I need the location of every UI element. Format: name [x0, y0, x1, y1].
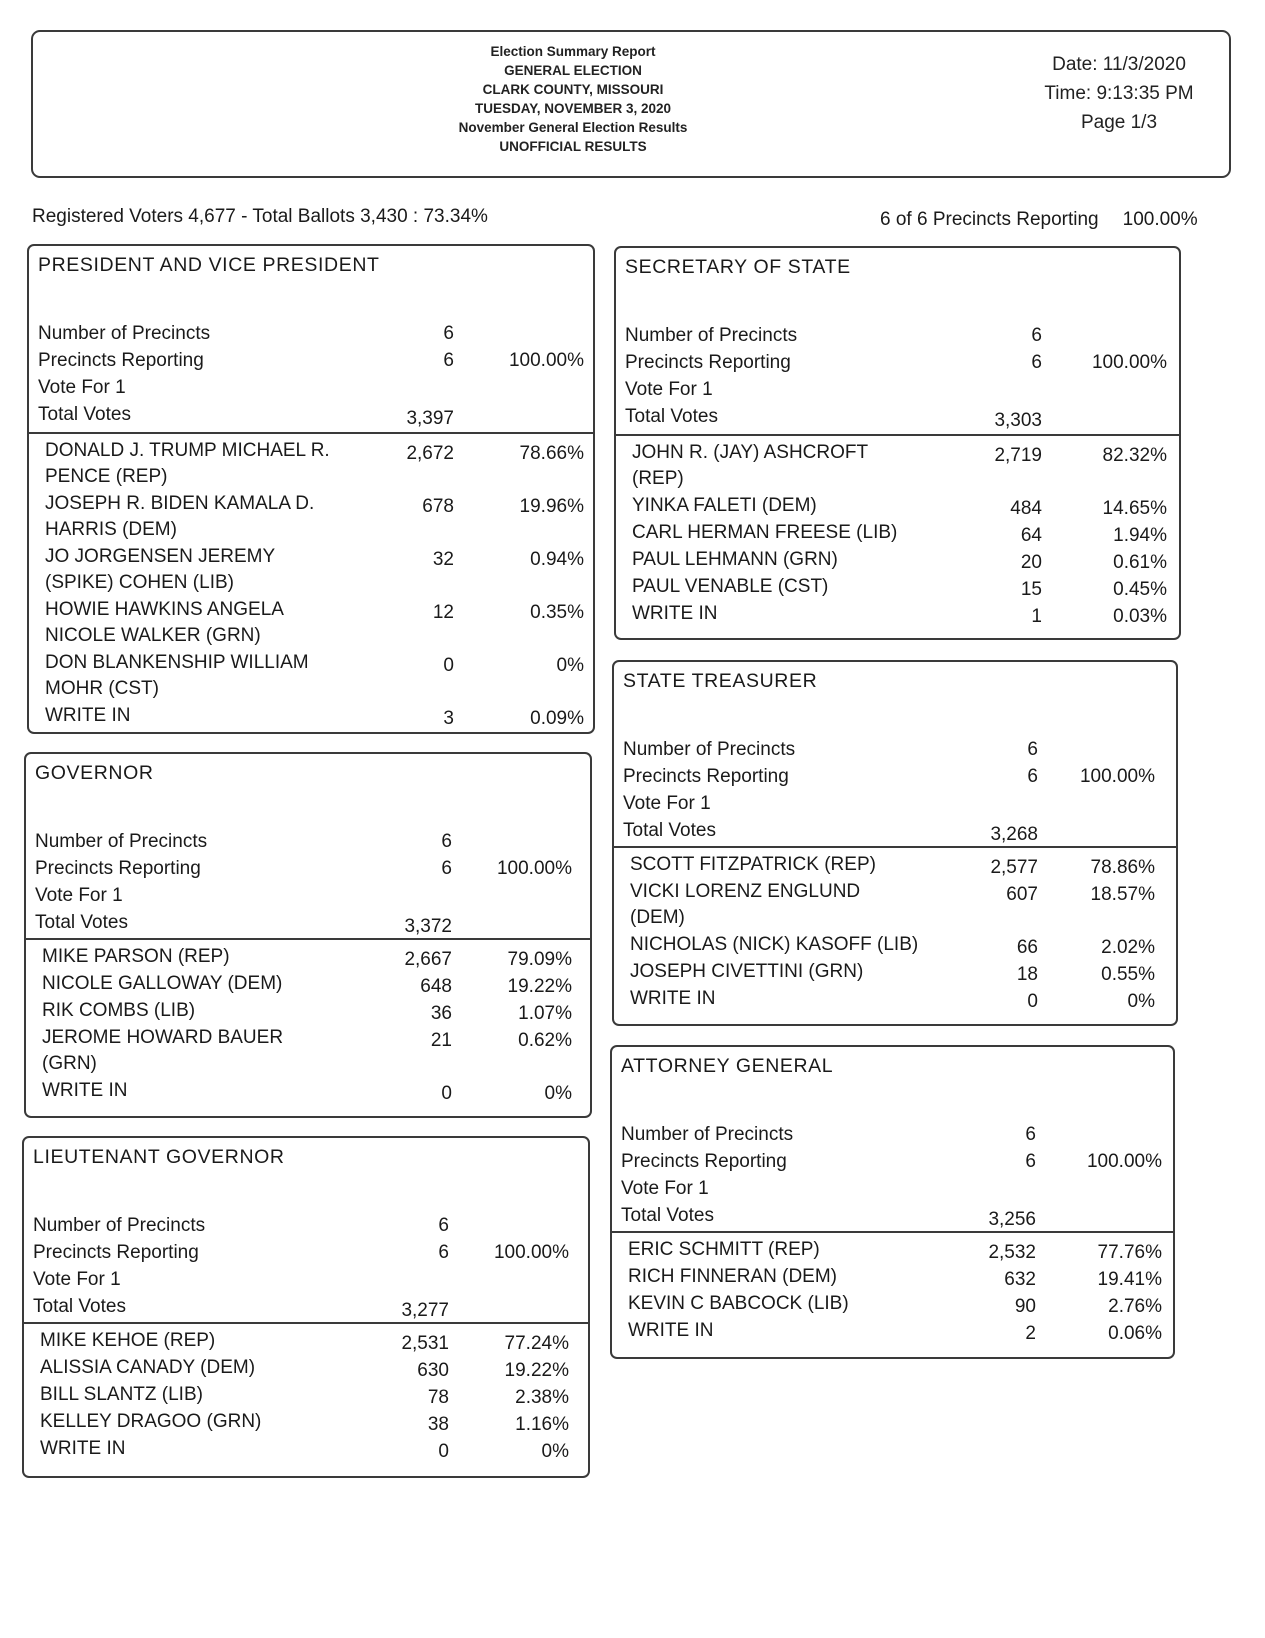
- number-of-precincts-value: 6: [443, 323, 454, 344]
- number-of-precincts-value: 6: [438, 1215, 449, 1236]
- candidate-pct: 19.22%: [507, 976, 572, 997]
- candidate-row: [612, 1318, 1173, 1345]
- candidate-row: [29, 650, 593, 703]
- total-votes-label: Total Votes: [623, 820, 716, 841]
- candidate-name-cont: NICOLE WALKER (GRN): [45, 625, 261, 646]
- candidate-votes: 484: [1010, 498, 1042, 519]
- candidate-name: WRITE IN: [40, 1438, 126, 1459]
- candidate-pct: 0.09%: [530, 708, 584, 729]
- precincts-reporting-value: 6: [438, 1242, 449, 1263]
- candidate-votes: 607: [1006, 884, 1038, 905]
- candidate-row: [614, 879, 1176, 932]
- candidate-name: KELLEY DRAGOO (GRN): [40, 1411, 262, 1432]
- total-votes-value: 3,397: [406, 408, 454, 429]
- candidate-row: [616, 601, 1179, 628]
- candidate-votes: 0: [1027, 991, 1038, 1012]
- candidate-name: VICKI LORENZ ENGLUND: [630, 881, 861, 902]
- candidate-votes: 32: [432, 549, 454, 570]
- vote-for-row: [26, 882, 590, 909]
- candidate-name: WRITE IN: [45, 705, 131, 726]
- candidate-votes: 36: [430, 1003, 452, 1024]
- candidate-votes: 64: [1020, 525, 1042, 546]
- candidate-pct: 79.09%: [507, 949, 572, 970]
- candidate-row: [29, 544, 593, 597]
- race-divider: [612, 1231, 1173, 1233]
- race-stats: [614, 736, 1176, 844]
- candidate-list: [29, 438, 593, 730]
- number-of-precincts-label: Number of Precincts: [35, 831, 208, 852]
- candidate-pct: 19.96%: [519, 496, 584, 517]
- candidate-votes: 648: [420, 976, 452, 997]
- candidate-name: KEVIN C BABCOCK (LIB): [628, 1293, 849, 1314]
- candidate-row: [616, 440, 1179, 493]
- candidate-row: [614, 959, 1176, 986]
- report-meta: [1019, 50, 1219, 137]
- candidate-row: [24, 1355, 588, 1382]
- candidate-name: NICHOLAS (NICK) KASOFF (LIB): [630, 934, 919, 955]
- candidate-name: CARL HERMAN FREESE (LIB): [632, 522, 898, 543]
- vote-for-row: [612, 1175, 1173, 1202]
- candidate-row: [612, 1291, 1173, 1318]
- candidate-pct: 0%: [1127, 991, 1155, 1012]
- candidate-row: [616, 574, 1179, 601]
- total-votes-row: [29, 401, 593, 428]
- candidate-pct: 0%: [544, 1083, 572, 1104]
- results-name: November General Election Results: [458, 120, 688, 135]
- candidate-votes: 3: [443, 708, 454, 729]
- precincts-reporting-value: 6: [443, 350, 454, 371]
- candidate-votes: 2,672: [406, 443, 454, 464]
- precincts-reporting-label: Precincts Reporting: [35, 858, 201, 879]
- race-state-treasurer: [612, 660, 1178, 1026]
- candidate-pct: 19.41%: [1097, 1269, 1162, 1290]
- race-title: GOVERNOR: [35, 762, 154, 784]
- candidate-row: [616, 520, 1179, 547]
- total-votes-label: Total Votes: [33, 1296, 126, 1317]
- candidate-pct: 0.61%: [1113, 552, 1167, 573]
- precincts-reporting-pct: 100.00%: [1091, 352, 1167, 373]
- candidate-votes: 2,667: [404, 949, 452, 970]
- total-votes-value: 3,303: [994, 410, 1042, 431]
- report-time: Time: 9:13:35 PM: [1044, 83, 1194, 104]
- vote-for-label: Vote For 1: [623, 793, 711, 814]
- number-of-precincts-row: [616, 322, 1179, 349]
- number-of-precincts-row: [614, 736, 1176, 763]
- total-votes-row: [24, 1293, 588, 1320]
- race-stats: [26, 828, 590, 936]
- candidate-name: JOSEPH R. BIDEN KAMALA D.: [45, 493, 315, 514]
- candidate-list: [612, 1237, 1173, 1345]
- vote-for-label: Vote For 1: [33, 1269, 121, 1290]
- vote-for-label: Vote For 1: [35, 885, 123, 906]
- precincts-reporting-row: [612, 1148, 1173, 1175]
- precincts-reporting-label: Precincts Reporting: [38, 350, 204, 371]
- precincts-reporting-row: [614, 763, 1176, 790]
- registered-voters-summary: Registered Voters 4,677 - Total Ballots 3,430 : 73.34%: [32, 206, 488, 227]
- candidate-pct: 77.76%: [1097, 1242, 1162, 1263]
- candidate-name: JEROME HOWARD BAUER: [42, 1027, 284, 1048]
- precincts-reporting-row: [26, 855, 590, 882]
- precincts-reporting-pct: 100.00%: [508, 350, 584, 371]
- precincts-reporting-pct: 100.00%: [496, 858, 572, 879]
- candidate-pct: 0.45%: [1113, 579, 1167, 600]
- election-date: TUESDAY, NOVEMBER 3, 2020: [474, 101, 672, 116]
- precincts-reporting-pct: 100.00%: [1086, 1151, 1162, 1172]
- candidate-pct: 18.57%: [1090, 884, 1155, 905]
- candidate-list: [614, 852, 1176, 1013]
- vote-for-row: [24, 1266, 588, 1293]
- page-number: Page 1/3: [1080, 112, 1158, 133]
- race-title: SECRETARY OF STATE: [625, 256, 851, 278]
- candidate-name-cont: (DEM): [630, 907, 685, 928]
- precincts-reporting-value: 6: [1025, 1151, 1036, 1172]
- candidate-row: [29, 491, 593, 544]
- candidate-name: PAUL VENABLE (CST): [632, 576, 829, 597]
- candidate-name-cont: (SPIKE) COHEN (LIB): [45, 572, 234, 593]
- candidate-name-cont: HARRIS (DEM): [45, 519, 177, 540]
- race-title: PRESIDENT AND VICE PRESIDENT: [38, 254, 380, 276]
- race-divider: [614, 846, 1176, 848]
- precincts-reporting-row: [616, 349, 1179, 376]
- precincts-reporting-value: 6: [1027, 766, 1038, 787]
- candidate-pct: 0.35%: [530, 602, 584, 623]
- candidate-name: YINKA FALETI (DEM): [632, 495, 817, 516]
- number-of-precincts-row: [24, 1212, 588, 1239]
- candidate-name: MIKE PARSON (REP): [42, 946, 230, 967]
- precincts-reporting-label: Precincts Reporting: [33, 1242, 199, 1263]
- number-of-precincts-label: Number of Precincts: [38, 323, 211, 344]
- precincts-reporting-row: [24, 1239, 588, 1266]
- number-of-precincts-label: Number of Precincts: [33, 1215, 206, 1236]
- candidate-pct: 14.65%: [1102, 498, 1167, 519]
- candidate-pct: 19.22%: [504, 1360, 569, 1381]
- candidate-row: [616, 547, 1179, 574]
- total-votes-value: 3,372: [404, 916, 452, 937]
- candidate-votes: 2,719: [994, 445, 1042, 466]
- candidate-name-cont: (REP): [632, 468, 684, 489]
- candidate-name: MIKE KEHOE (REP): [40, 1330, 216, 1351]
- race-president: [27, 244, 595, 734]
- race-stats: [616, 322, 1179, 430]
- candidate-name: BILL SLANTZ (LIB): [40, 1384, 203, 1405]
- precincts-reporting-pct: 100.00%: [493, 1242, 569, 1263]
- candidate-row: [614, 852, 1176, 879]
- candidate-row: [24, 1436, 588, 1463]
- precincts-reporting-text: 6 of 6 Precincts Reporting: [880, 209, 1099, 230]
- candidate-row: [24, 1409, 588, 1436]
- candidate-row: [26, 1025, 590, 1078]
- report-title: Election Summary Report: [490, 44, 656, 59]
- candidate-votes: 0: [443, 655, 454, 676]
- candidate-votes: 2: [1025, 1323, 1036, 1344]
- total-votes-row: [614, 817, 1176, 844]
- candidate-row: [29, 597, 593, 650]
- race-secretary-of-state: [614, 246, 1181, 640]
- candidate-pct: 1.07%: [518, 1003, 572, 1024]
- vote-for-row: [614, 790, 1176, 817]
- candidate-name: RICH FINNERAN (DEM): [628, 1266, 837, 1287]
- total-votes-label: Total Votes: [38, 404, 131, 425]
- candidate-name: NICOLE GALLOWAY (DEM): [42, 973, 283, 994]
- number-of-precincts-value: 6: [1031, 325, 1042, 346]
- candidate-name: RIK COMBS (LIB): [42, 1000, 196, 1021]
- candidate-pct: 2.02%: [1101, 937, 1155, 958]
- race-divider: [26, 938, 590, 940]
- candidate-row: [26, 944, 590, 971]
- race-divider: [616, 434, 1179, 436]
- candidate-pct: 0.55%: [1101, 964, 1155, 985]
- candidate-row: [26, 1078, 590, 1105]
- candidate-list: [26, 944, 590, 1105]
- candidate-votes: 678: [422, 496, 454, 517]
- precincts-reporting-label: Precincts Reporting: [621, 1151, 787, 1172]
- candidate-pct: 1.94%: [1113, 525, 1167, 546]
- total-votes-row: [26, 909, 590, 936]
- number-of-precincts-label: Number of Precincts: [625, 325, 798, 346]
- candidate-name: HOWIE HAWKINS ANGELA: [45, 599, 284, 620]
- report-title-block: [373, 42, 773, 156]
- candidate-name: ALISSIA CANADY (DEM): [40, 1357, 256, 1378]
- number-of-precincts-label: Number of Precincts: [621, 1124, 794, 1145]
- precincts-reporting-pct: 100.00%: [1079, 766, 1155, 787]
- candidate-name: JO JORGENSEN JEREMY: [45, 546, 276, 567]
- candidate-row: [614, 932, 1176, 959]
- candidate-name: PAUL LEHMANN (GRN): [632, 549, 838, 570]
- number-of-precincts-value: 6: [441, 831, 452, 852]
- precincts-reporting-label: Precincts Reporting: [625, 352, 791, 373]
- county-name: CLARK COUNTY, MISSOURI: [482, 82, 664, 97]
- candidate-pct: 1.16%: [515, 1414, 569, 1435]
- race-lieutenant-governor: [22, 1136, 590, 1478]
- total-votes-value: 3,268: [990, 824, 1038, 845]
- vote-for-label: Vote For 1: [621, 1178, 709, 1199]
- report-header: [31, 30, 1231, 178]
- candidate-pct: 82.32%: [1102, 445, 1167, 466]
- number-of-precincts-value: 6: [1027, 739, 1038, 760]
- candidate-votes: 1: [1031, 606, 1042, 627]
- candidate-name-cont: (GRN): [42, 1053, 97, 1074]
- precincts-reporting-row: [29, 347, 593, 374]
- candidate-row: [612, 1237, 1173, 1264]
- candidate-pct: 0%: [556, 655, 584, 676]
- candidate-name: DONALD J. TRUMP MICHAEL R.: [45, 440, 330, 461]
- number-of-precincts-value: 6: [1025, 1124, 1036, 1145]
- candidate-row: [24, 1328, 588, 1355]
- candidate-votes: 12: [432, 602, 454, 623]
- candidate-name-cont: MOHR (CST): [45, 678, 159, 699]
- candidate-name: JOSEPH CIVETTINI (GRN): [630, 961, 864, 982]
- candidate-votes: 15: [1020, 579, 1042, 600]
- candidate-pct: 2.38%: [515, 1387, 569, 1408]
- candidate-pct: 0.06%: [1108, 1323, 1162, 1344]
- candidate-name: WRITE IN: [632, 603, 718, 624]
- race-title: LIEUTENANT GOVERNOR: [33, 1146, 285, 1168]
- candidate-votes: 0: [441, 1083, 452, 1104]
- candidate-pct: 0.62%: [518, 1030, 572, 1051]
- total-votes-label: Total Votes: [625, 406, 718, 427]
- candidate-votes: 2,532: [988, 1242, 1036, 1263]
- candidate-name: WRITE IN: [628, 1320, 714, 1341]
- number-of-precincts-row: [26, 828, 590, 855]
- candidate-votes: 21: [430, 1030, 452, 1051]
- candidate-votes: 90: [1014, 1296, 1036, 1317]
- candidate-votes: 630: [417, 1360, 449, 1381]
- candidate-votes: 18: [1016, 964, 1038, 985]
- candidate-name: SCOTT FITZPATRICK (REP): [630, 854, 876, 875]
- election-name: GENERAL ELECTION: [504, 63, 642, 78]
- race-stats: [612, 1121, 1173, 1229]
- total-votes-value: 3,256: [988, 1209, 1036, 1230]
- candidate-list: [616, 440, 1179, 628]
- race-stats: [29, 320, 593, 428]
- candidate-row: [24, 1382, 588, 1409]
- results-status: UNOFFICIAL RESULTS: [499, 139, 647, 154]
- candidate-pct: 2.76%: [1108, 1296, 1162, 1317]
- race-title: ATTORNEY GENERAL: [621, 1055, 834, 1077]
- vote-for-row: [616, 376, 1179, 403]
- precincts-reporting-summary: [880, 209, 1198, 231]
- candidate-row: [614, 986, 1176, 1013]
- candidate-name-cont: PENCE (REP): [45, 466, 168, 487]
- candidate-name: ERIC SCHMITT (REP): [628, 1239, 820, 1260]
- candidate-votes: 2,531: [401, 1333, 449, 1354]
- candidate-pct: 77.24%: [504, 1333, 569, 1354]
- total-votes-label: Total Votes: [35, 912, 128, 933]
- candidate-row: [612, 1264, 1173, 1291]
- candidate-pct: 78.86%: [1090, 857, 1155, 878]
- race-divider: [29, 432, 593, 434]
- candidate-name: WRITE IN: [630, 988, 716, 1009]
- vote-for-label: Vote For 1: [625, 379, 713, 400]
- total-votes-label: Total Votes: [621, 1205, 714, 1226]
- total-votes-value: 3,277: [401, 1300, 449, 1321]
- candidate-row: [616, 493, 1179, 520]
- candidate-pct: 0.03%: [1113, 606, 1167, 627]
- precincts-reporting-pct: 100.00%: [1122, 209, 1198, 230]
- candidate-votes: 38: [427, 1414, 449, 1435]
- precincts-reporting-label: Precincts Reporting: [623, 766, 789, 787]
- number-of-precincts-label: Number of Precincts: [623, 739, 796, 760]
- candidate-name: JOHN R. (JAY) ASHCROFT: [632, 442, 869, 463]
- candidate-votes: 20: [1020, 552, 1042, 573]
- report-date: Date: 11/3/2020: [1052, 54, 1186, 75]
- candidate-name: DON BLANKENSHIP WILLIAM: [45, 652, 309, 673]
- race-title: STATE TREASURER: [623, 670, 818, 692]
- candidate-name: WRITE IN: [42, 1080, 128, 1101]
- candidate-row: [26, 998, 590, 1025]
- precincts-reporting-value: 6: [1031, 352, 1042, 373]
- precincts-reporting-value: 6: [441, 858, 452, 879]
- candidate-votes: 632: [1004, 1269, 1036, 1290]
- candidate-votes: 2,577: [990, 857, 1038, 878]
- vote-for-row: [29, 374, 593, 401]
- race-divider: [24, 1322, 588, 1324]
- number-of-precincts-row: [612, 1121, 1173, 1148]
- race-stats: [24, 1212, 588, 1320]
- race-attorney-general: [610, 1045, 1175, 1359]
- candidate-votes: 78: [427, 1387, 449, 1408]
- total-votes-row: [612, 1202, 1173, 1229]
- candidate-row: [26, 971, 590, 998]
- candidate-row: [29, 703, 593, 730]
- total-votes-row: [616, 403, 1179, 430]
- candidate-list: [24, 1328, 588, 1463]
- vote-for-label: Vote For 1: [38, 377, 126, 398]
- number-of-precincts-row: [29, 320, 593, 347]
- candidate-pct: 78.66%: [519, 443, 584, 464]
- candidate-row: [29, 438, 593, 491]
- candidate-votes: 0: [438, 1441, 449, 1462]
- candidate-pct: 0.94%: [530, 549, 584, 570]
- race-governor: [24, 752, 592, 1118]
- candidate-pct: 0%: [541, 1441, 569, 1462]
- candidate-votes: 66: [1016, 937, 1038, 958]
